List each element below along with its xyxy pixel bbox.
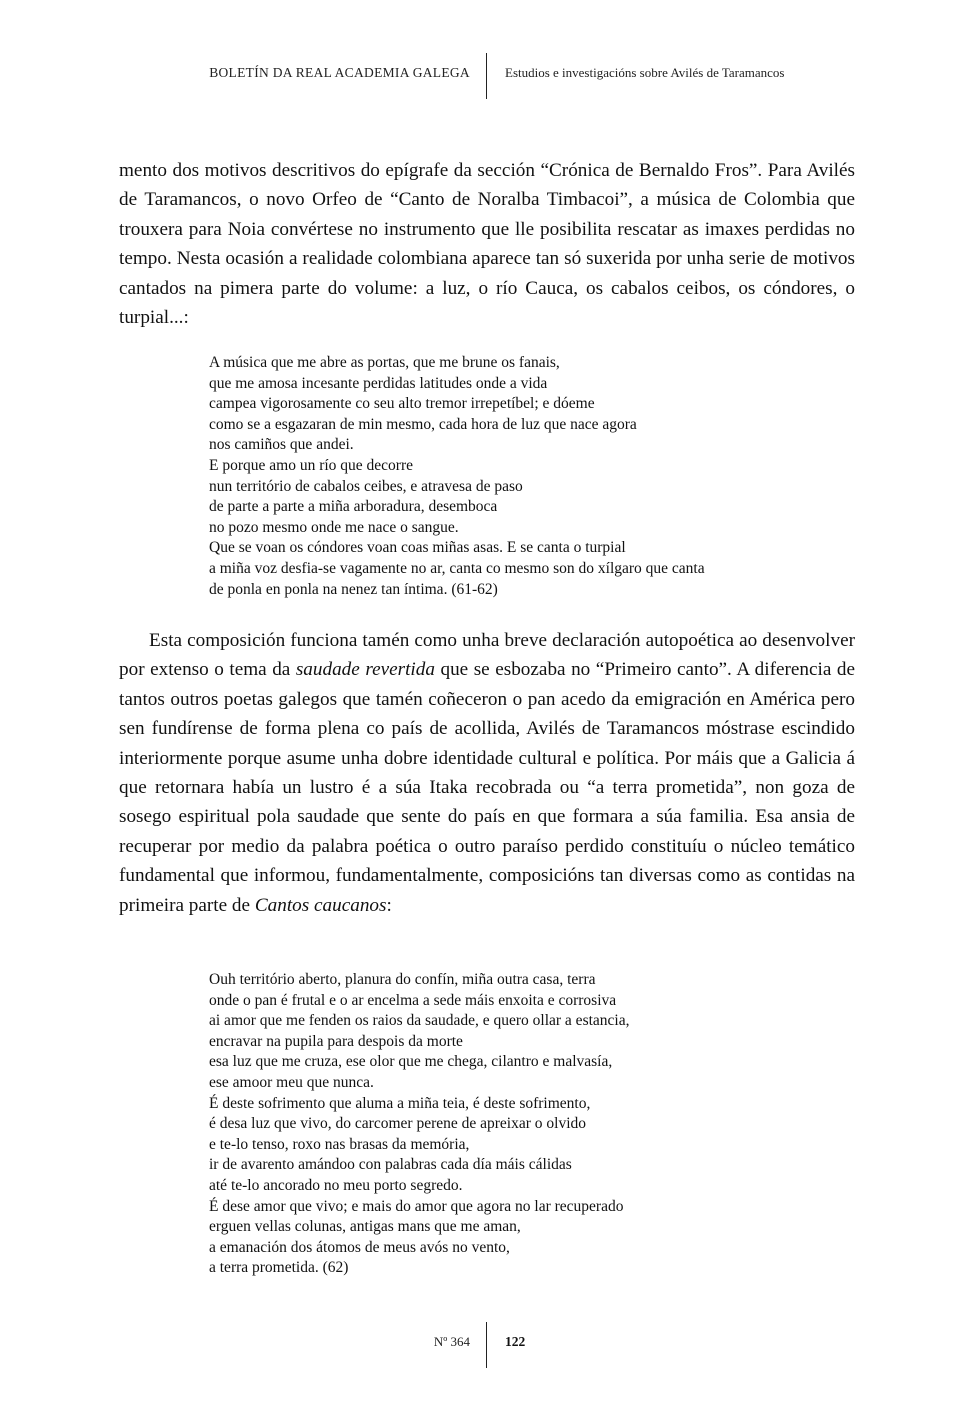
text-run: que se esbozaba no “Primeiro canto”. A diferencia de tantos outros poetas galegos que tamén coñeceron o pan acedo da emigración en América pero sen fundírense de forma plena co país de acollida, Avilés de Taramancos móstrase escindido interiormente porque asume unha dobre identidade cultural e política. Por máis que a Galicia á que retornara había un lustro é a súa Itaka recobrada ou “a terra prometida”, non goza de sosego espiritual pola saudade que sente do país en que formara a súa familia. Esa ansia de recuperar por medio da palabra poética o outro paraíso perdido constituíu o núcleo temático fundamental que informou, fundamentalmente, composicións tan diversas como as contidas na primeira parte de: [119, 659, 855, 916]
verse-quotation-2: [209, 970, 849, 1279]
verse-line: Ouh território aberto, planura do confín, miña outra casa, terra: [209, 971, 596, 988]
verse-line: A música que me abre as portas, que me brune os fanais,: [209, 354, 560, 371]
issue-number: Nº 364: [433, 1334, 470, 1349]
verse-quotation-1: [209, 353, 849, 600]
verse-line: de ponla en ponla na nenez tan íntima. (61-62): [209, 580, 498, 598]
verse-line: de parte a parte a miña arboradura, desemboca: [209, 498, 498, 516]
verse-line: Que se voan os cóndores voan coas miñas asas. E se canta o turpial: [209, 539, 626, 557]
verse-line: a miña voz desfia-se vagamente no ar, canta co mesmo son do xílgaro que canta: [209, 559, 705, 577]
footer-divider: [486, 1322, 487, 1368]
journal-title: BOLETÍN DA REAL ACADEMIA GALEGA: [209, 65, 470, 80]
verse-line: como se a esgazaran de min mesmo, cada hora de luz que nace agora: [209, 415, 637, 433]
verse-line: É dese amor que vivo; e mais do amor que agora no lar recuperado: [209, 1197, 624, 1215]
verse-line: ir de avarento amándoo con palabras cada día máis cálidas: [209, 1156, 572, 1174]
verse-line: até te-lo ancorado no meu porto segredo.: [209, 1176, 463, 1194]
verse-line: no pozo mesmo onde me nace o sangue.: [209, 518, 459, 536]
verse-line: É deste sofrimento que aluma a miña teia, é deste sofrimento,: [209, 1094, 591, 1112]
verse-line: a emanación dos átomos de meus avós no vento,: [209, 1238, 510, 1256]
running-footer: [0, 1322, 975, 1368]
body-paragraph-2: [119, 626, 855, 920]
running-header: [0, 53, 975, 99]
italic-term: saudade revertida: [295, 659, 435, 681]
verse-line: ai amor que me fenden os raios da saudade, e quero ollar a estancia,: [209, 1012, 630, 1030]
text-run: Esta composición funciona tamén como unha breve declaración autopoética ao desenvolver por extenso o tema da: [119, 630, 855, 681]
verse-line: e te-lo tenso, roxo nas brasas da memória,: [209, 1135, 470, 1153]
body-paragraph-1: [119, 156, 855, 332]
section-title: Estudios e investigacións sobre Avilés de Taramancos: [505, 65, 785, 80]
header-divider: [486, 53, 487, 99]
verse-line: E porque amo un río que decorre: [209, 456, 414, 474]
verse-line: erguen vellas colunas, antigas mans que me aman,: [209, 1218, 521, 1236]
verse-line: onde o pan é frutal e o ar encelma a sede máis enxoita e corrosiva: [209, 991, 617, 1009]
verse-line: é desa luz que vivo, do carcomer perene de apreixar o olvido: [209, 1115, 587, 1133]
verse-line: ese amoor meu que nunca.: [209, 1073, 374, 1091]
text-run: :: [386, 894, 392, 916]
verse-line: nun território de cabalos ceibes, e atravesa de paso: [209, 477, 523, 495]
verse-line: a terra prometida. (62): [209, 1259, 349, 1277]
book-title: Cantos caucanos: [254, 894, 387, 916]
paragraph-text: [119, 626, 855, 920]
verse-line: que me amosa incesante perdidas latitudes onde a vida: [209, 374, 548, 392]
paragraph-text: mento dos motivos descritivos do epígrafe da sección “Crónica de Bernaldo Fros”. Para Avilés de Taramancos, o novo Orfeo de “Canto de Noralba Timbacoi”, a música de Colombia que trouxera para Noia convértese no instrumento que lle posibilita rescatar as imaxes perdidas no tempo. Nesta ocasión a realidade colombiana aparece tan só suxerida por unha serie de motivos cantados na pimera parte do volume: a luz, o río Cauca, os cabalos ceibos, os cóndores, o turpial...:: [119, 160, 855, 329]
page-number: 122: [505, 1334, 526, 1349]
verse-line: campea vigorosamente co seu alto tremor irrepetíbel; e dóeme: [209, 395, 595, 413]
verse-line: esa luz que me cruza, ese olor que me chega, cilantro e malvasía,: [209, 1053, 613, 1071]
verse-line: encravar na pupila para despois da morte: [209, 1032, 463, 1050]
verse-line: nos camiños que andei.: [209, 436, 354, 454]
